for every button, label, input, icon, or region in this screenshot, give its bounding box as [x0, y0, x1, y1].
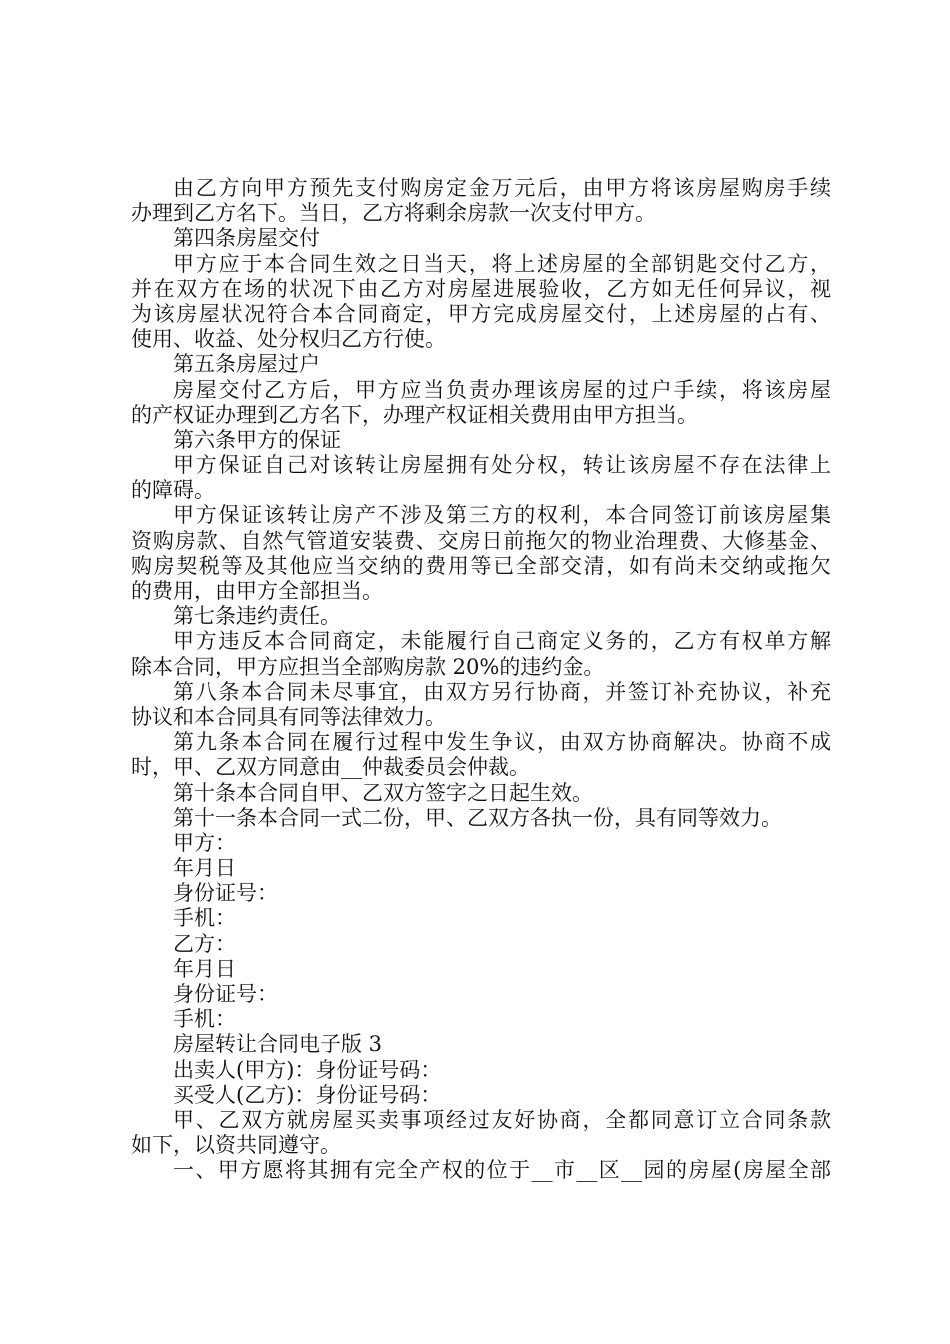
text-line: 手机：	[173, 906, 236, 931]
text-line: 第四条房屋交付	[173, 226, 320, 251]
text-line: 第十条本合同自甲、乙双方签字之日起生效。	[173, 780, 593, 805]
text-line: 除本合同，甲方应担当全部购房款 20%的违约金。	[131, 654, 605, 679]
text-line: 的产权证办理到乙方名下，办理产权证相关费用由甲方担当。	[131, 402, 698, 427]
text-line: 的费用，由甲方全部担当。	[131, 579, 383, 603]
text-line: 时，甲、乙双方同意由__仲裁委员会仲裁。	[131, 755, 530, 780]
text-line: 如下，以资共同遵守。	[131, 1133, 341, 1158]
text-line: 出卖人(甲方)：身份证号码：	[173, 1057, 442, 1082]
text-line: 房屋转让合同电子版 3	[173, 1032, 383, 1057]
text-line: 第五条房屋过户	[173, 352, 320, 377]
text-line: 身份证号：	[173, 881, 278, 906]
text-line: 办理到乙方名下。当日，乙方将剩余房款一次支付甲方。	[131, 201, 656, 226]
text-line: 第九条本合同在履行过程中发生争议，由双方协商解决。协商不成	[173, 730, 831, 755]
text-line: 甲方应于本合同生效之日当天，将上述房屋的全部钥匙交付乙方，	[173, 251, 831, 276]
text-line: 使用、收益、处分权归乙方行使。	[131, 327, 446, 352]
text-line: 房屋交付乙方后，甲方应当负责办理该房屋的过户手续，将该房屋	[173, 377, 831, 402]
text-line: 为该房屋状况符合本合同商定，甲方完成房屋交付，上述房屋的占有、	[131, 301, 831, 326]
text-line: 甲方违反本合同商定，未能履行自己商定义务的，乙方有权单方解	[173, 629, 831, 654]
text-line: 年月日	[173, 856, 236, 881]
text-line: 第六条甲方的保证	[173, 427, 341, 452]
text-line: 甲、乙双方就房屋买卖事项经过友好协商，全都同意订立合同条款	[173, 1107, 831, 1132]
text-line: 并在双方在场的状况下由乙方对房屋进展验收，乙方如无任何异议，视	[131, 276, 831, 301]
text-line: 协议和本合同具有同等法律效力。	[131, 704, 446, 729]
document-page	[131, 176, 831, 1184]
text-line: 第十一条本合同一式二份，甲、乙双方各执一份，具有同等效力。	[173, 805, 782, 830]
text-line: 第七条违约责任。	[173, 604, 341, 629]
text-line: 甲方：	[173, 830, 236, 855]
text-line: 购房契税等及其他应当交纳的费用等已全部交清，如有尚未交纳或拖欠	[131, 553, 831, 578]
text-line: 手机：	[173, 1007, 236, 1032]
text-line: 甲方保证自己对该转让房屋拥有处分权，转让该房屋不存在法律上	[173, 453, 831, 478]
text-line: 甲方保证该转让房产不涉及第三方的权利，本合同签订前该房屋集	[173, 503, 831, 528]
text-line: 乙方：	[173, 931, 236, 956]
text-line: 由乙方向甲方预先支付购房定金万元后，由甲方将该房屋购房手续	[173, 176, 831, 200]
text-line: 的障碍。	[131, 478, 215, 503]
text-line: 一、甲方愿将其拥有完全产权的位于__市__区__园的房屋(房屋全部	[173, 1158, 831, 1183]
text-line: 第八条本合同未尽事宜，由双方另行协商，并签订补充协议，补充	[173, 679, 831, 704]
text-line: 买受人(乙方)：身份证号码：	[173, 1082, 442, 1107]
text-line: 身份证号：	[173, 982, 278, 1006]
text-line: 资购房款、自然气管道安装费、交房日前拖欠的物业治理费、大修基金、	[131, 528, 831, 553]
text-line: 年月日	[173, 956, 236, 981]
